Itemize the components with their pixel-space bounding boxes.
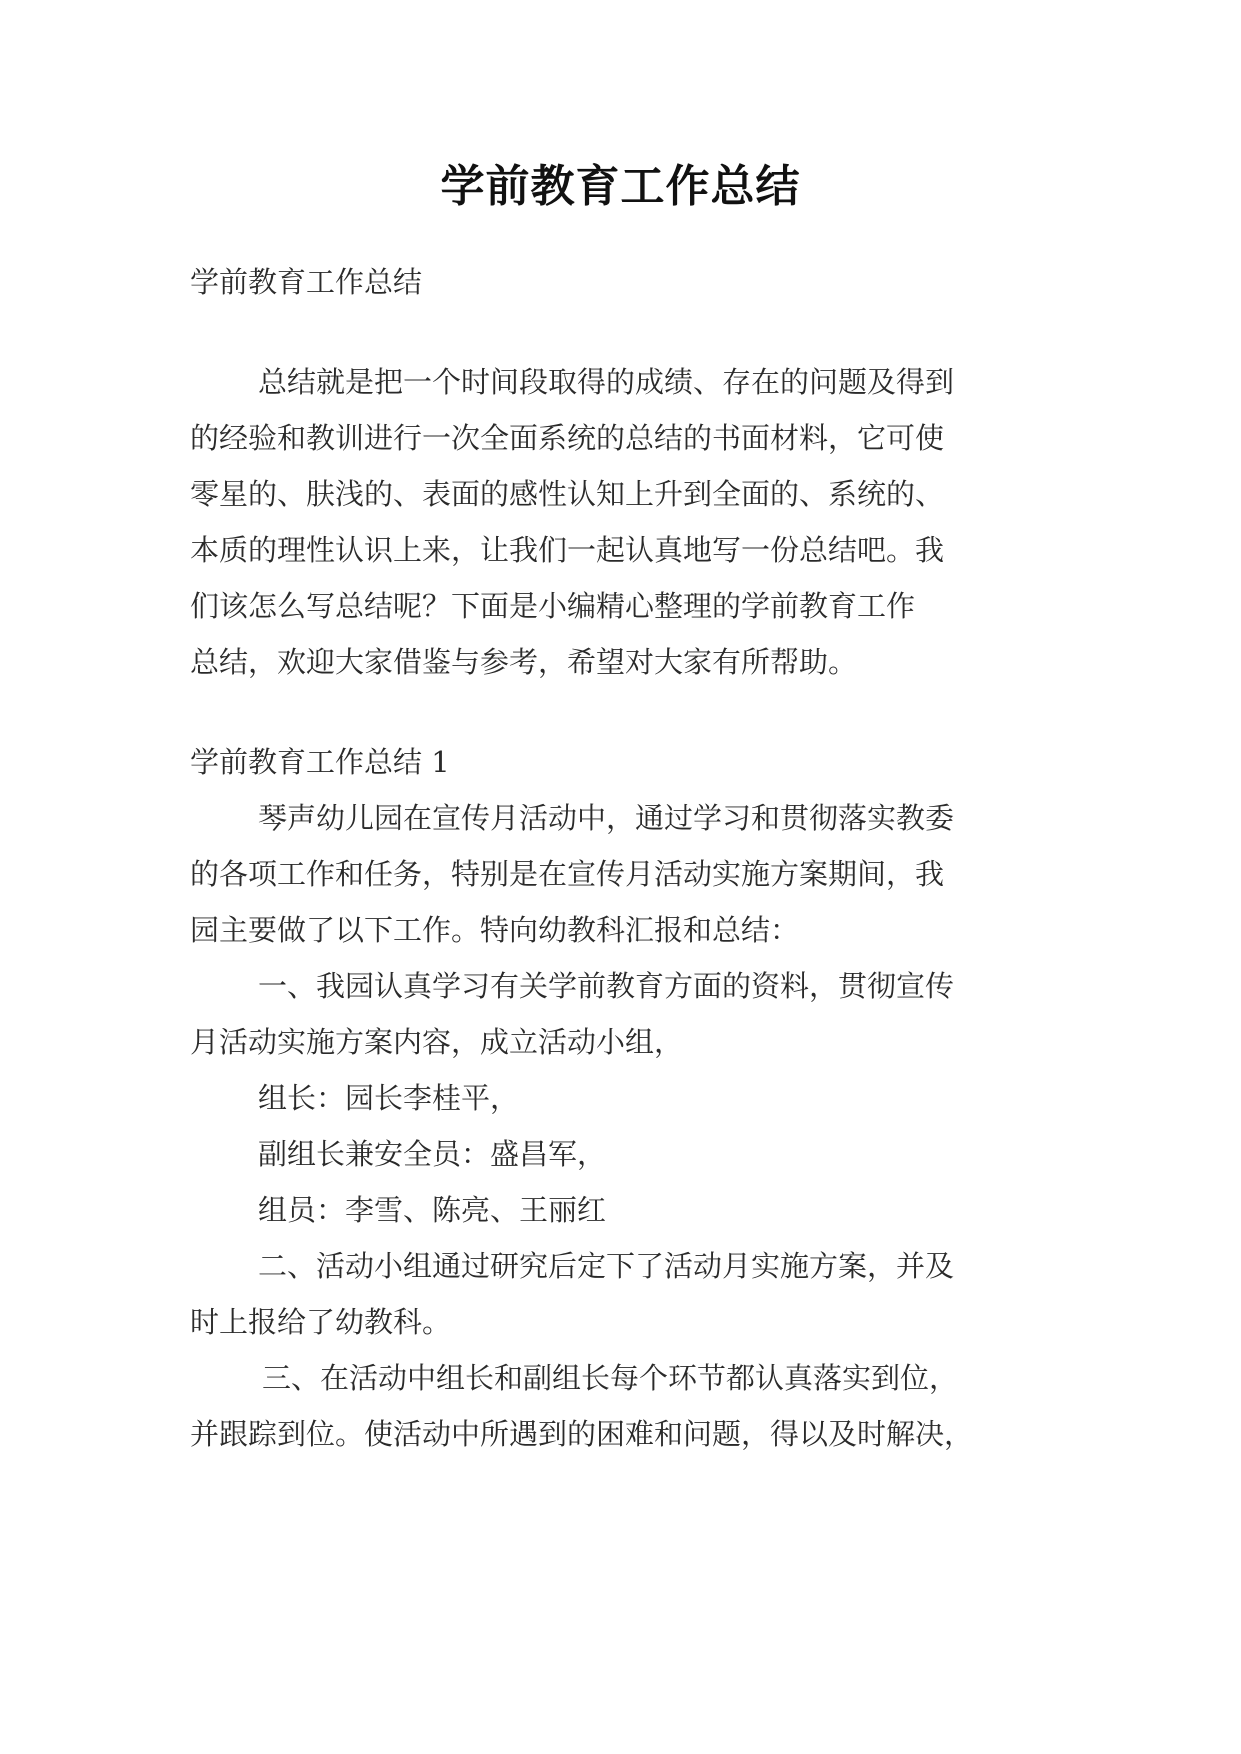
body-paragraph-line: 组长：园长李桂平， (258, 1081, 520, 1115)
body-paragraph-line: 月活动实施方案内容，成立活动小组， (190, 1025, 684, 1059)
intro-paragraph-line: 本质的理性认识上来，让我们一起认真地写一份总结吧。我 (190, 533, 945, 567)
intro-paragraph-line: 们该怎么写总结呢？下面是小编精心整理的学前教育工作 (190, 589, 916, 623)
intro-paragraph-line: 零星的、肤浅的、表面的感性认知上升到全面的、系统的、 (190, 477, 945, 511)
body-paragraph-line: 三、在活动中组长和副组长每个环节都认真落实到位， (262, 1361, 959, 1395)
body-paragraph-line: 园主要做了以下工作。特向幼教科汇报和总结： (190, 913, 800, 947)
intro-paragraph-line: 总结，欢迎大家借鉴与参考，希望对大家有所帮助。 (190, 645, 858, 679)
intro-paragraph-line: 总结就是把一个时间段取得的成绩、存在的问题及得到 (258, 365, 955, 399)
section-heading: 学前教育工作总结 1 (190, 745, 450, 779)
body-paragraph-line: 时上报给了幼教科。 (190, 1305, 452, 1339)
intro-paragraph-line: 的经验和教训进行一次全面系统的总结的书面材料，它可使 (190, 421, 945, 455)
body-paragraph-line: 琴声幼儿园在宣传月活动中，通过学习和贯彻落实教委 (258, 801, 955, 835)
body-paragraph-line: 的各项工作和任务，特别是在宣传月活动实施方案期间，我 (190, 857, 945, 891)
body-paragraph-line: 副组长兼安全员：盛昌军， (258, 1137, 607, 1171)
body-paragraph-line: 组员：李雪、陈亮、王丽红 (258, 1193, 607, 1227)
body-paragraph-line: 并跟踪到位。使活动中所遇到的困难和问题，得以及时解决， (190, 1417, 974, 1451)
body-paragraph-line: 二、活动小组通过研究后定下了活动月实施方案，并及 (258, 1249, 955, 1283)
document-title: 学前教育工作总结 (440, 161, 801, 212)
body-paragraph-line: 一、我园认真学习有关学前教育方面的资料，贯彻宣传 (258, 969, 955, 1003)
document-subtitle: 学前教育工作总结 (190, 265, 423, 299)
